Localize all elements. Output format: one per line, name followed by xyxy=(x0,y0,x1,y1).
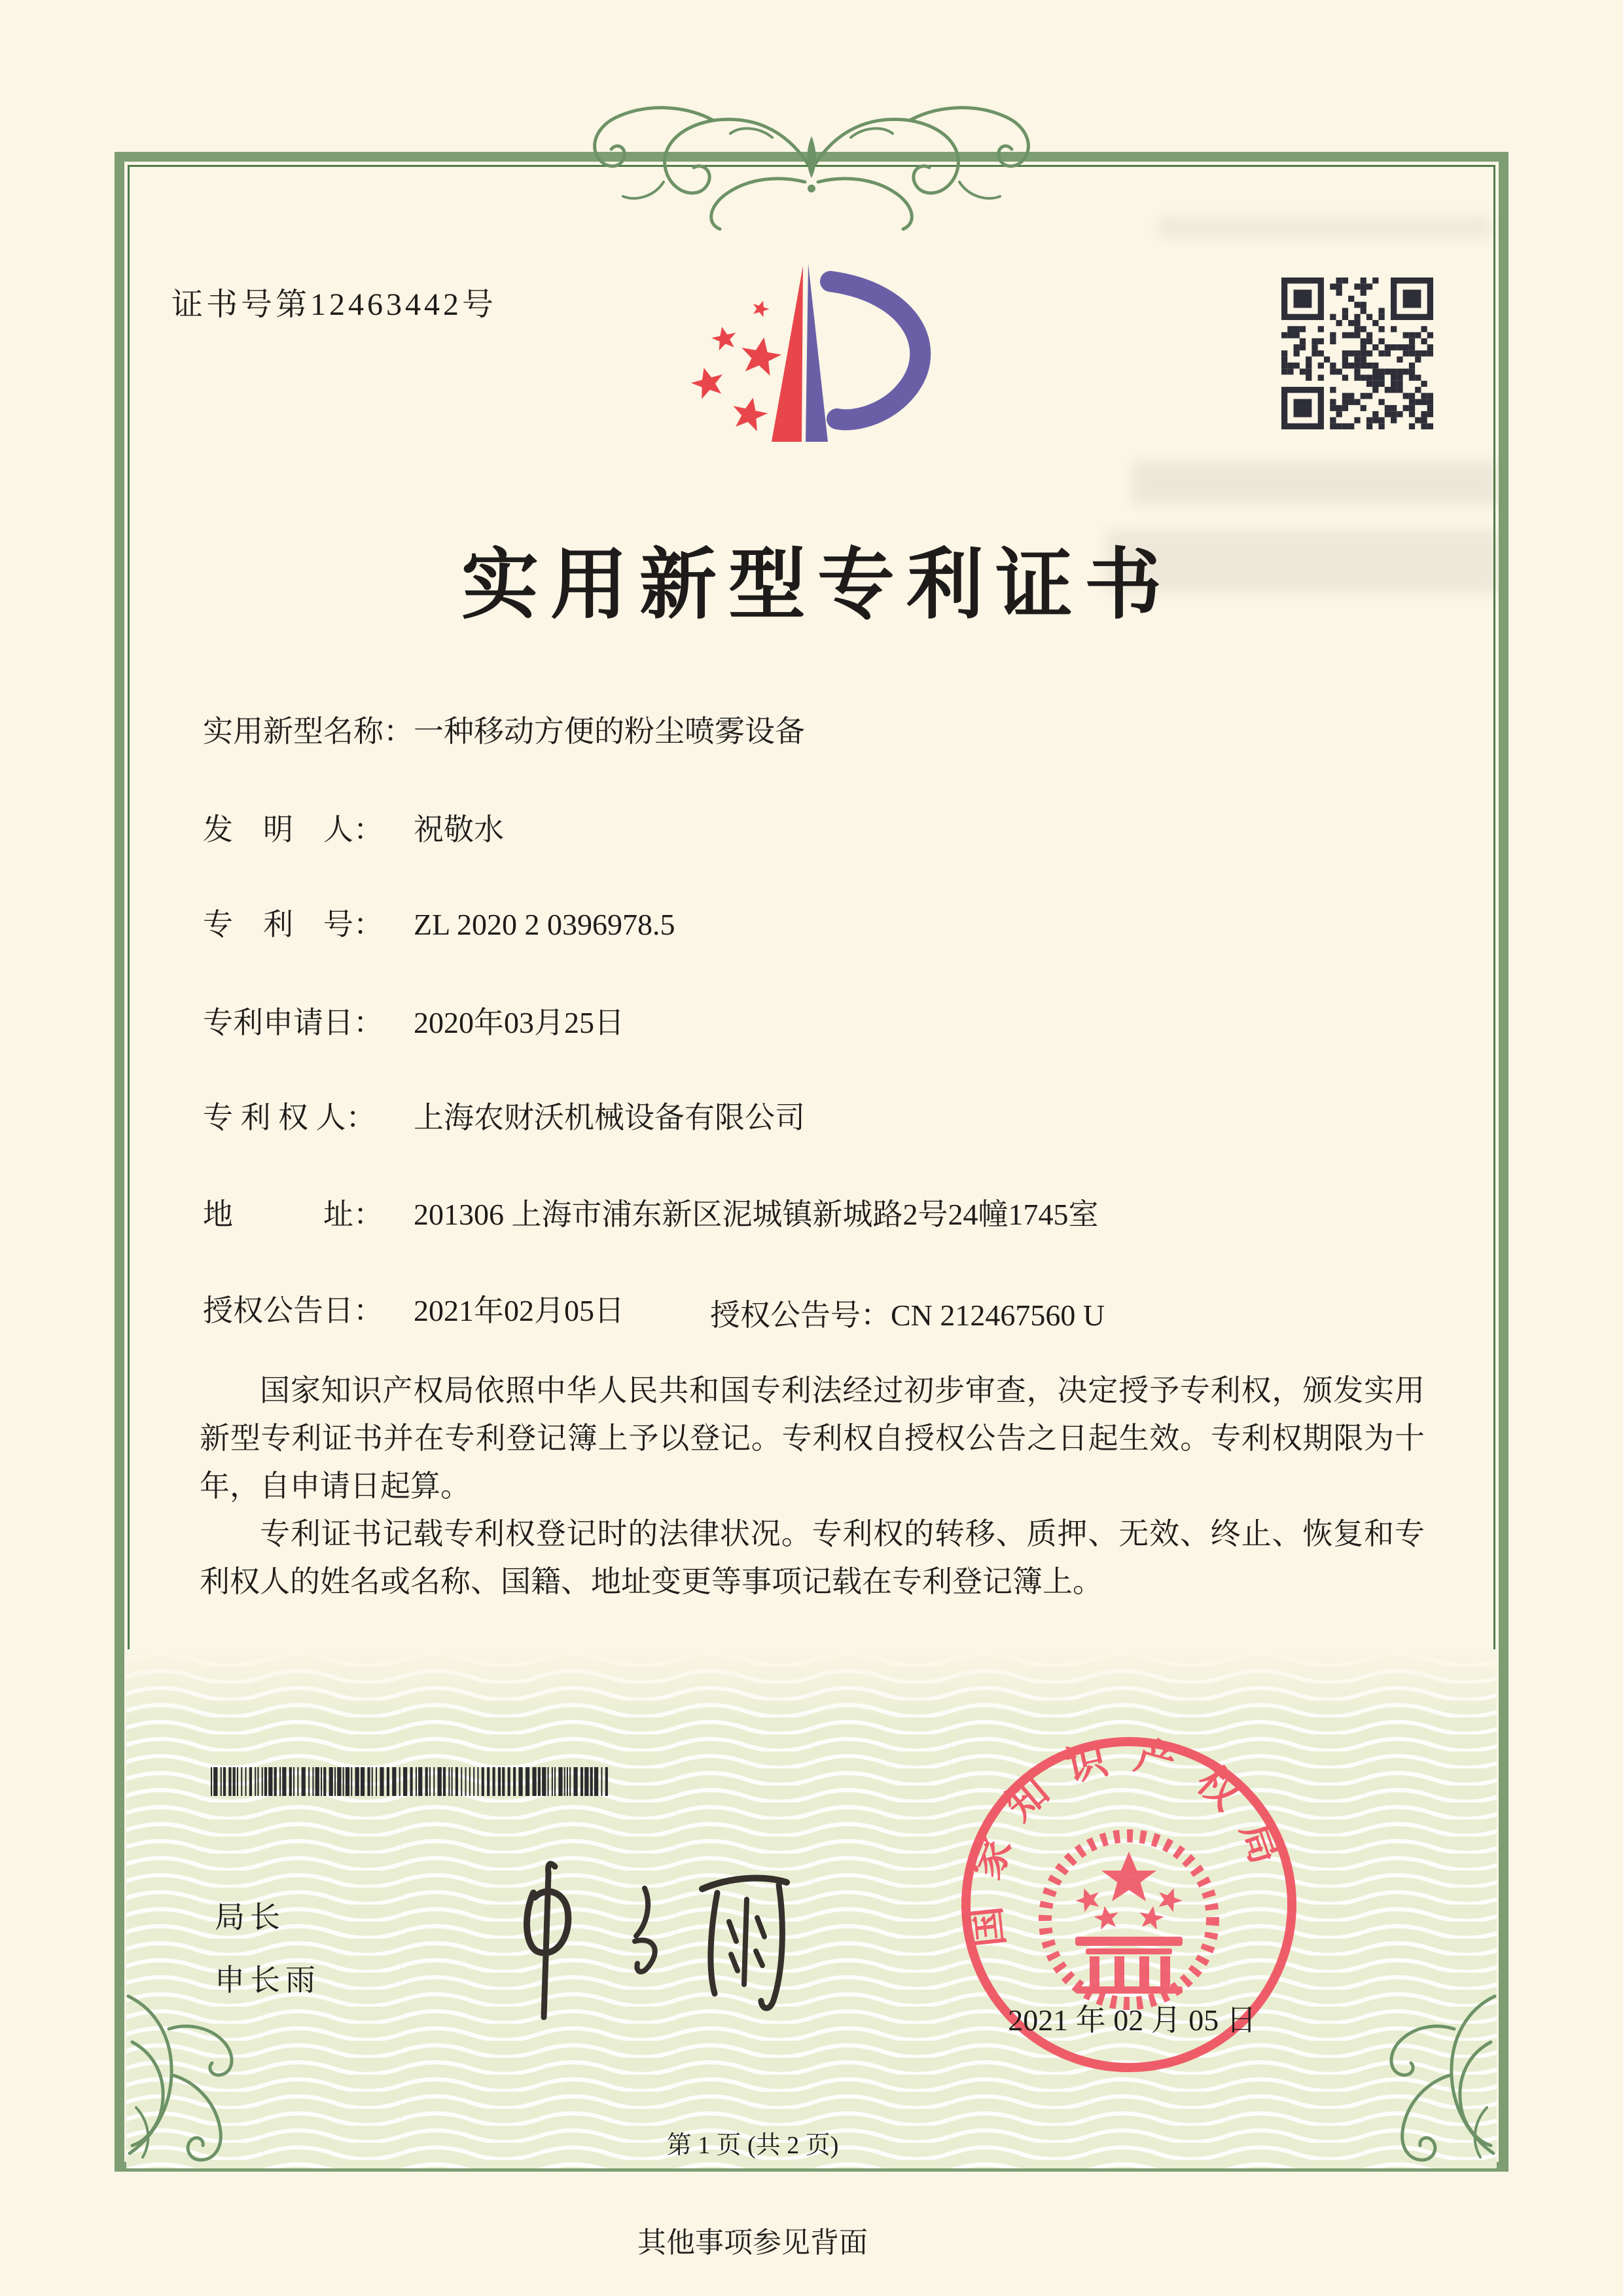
field-value: 2021年02月05日 xyxy=(414,1294,624,1327)
field-value: 一种移动方便的粉尘喷雾设备 xyxy=(414,715,805,748)
field-row-patentee xyxy=(203,1101,805,1136)
field-row-grant-no xyxy=(710,1291,1105,1335)
seal-text: 国家知识产权局 xyxy=(961,1732,1295,1950)
field-label: 专 利 号： xyxy=(203,908,383,941)
back-side-note: 其他事项参见背面 xyxy=(637,2227,868,2259)
qr-code xyxy=(1281,278,1433,429)
field-row-grant-date xyxy=(203,1294,624,1329)
field-label: 实用新型名称： xyxy=(203,715,414,748)
legal-paragraph-1: 国家知识产权局依照中华人民共和国专利法经过初步审查，决定授予专利权，颁发实用新型专利证书并在专利登记簿上予以登记。专利权自授权公告之日起生效。专利权期限为十年，自申请日起算。 xyxy=(200,1374,1425,1503)
field-value: 祝敬水 xyxy=(414,813,504,846)
top-border-ornament xyxy=(563,98,1060,236)
field-row-inventor xyxy=(203,813,504,848)
commissioner-signature xyxy=(471,1852,798,2036)
field-label: 发 明 人： xyxy=(203,813,383,846)
legal-text xyxy=(200,1367,1425,1605)
field-label: 专利申请日： xyxy=(203,1006,383,1039)
field-label: 授权公告号： xyxy=(710,1299,891,1332)
field-value: ZL 2020 2 0396978.5 xyxy=(414,908,675,941)
certificate-title: 实用新型专利证书 xyxy=(461,543,1173,628)
wave-fade xyxy=(126,1649,1497,1721)
field-value: 上海农财沃机械设备有限公司 xyxy=(414,1101,805,1134)
seal-date: 2021 年 02 月 05 日 xyxy=(1008,2003,1257,2037)
commissioner-title: 局长 xyxy=(215,1901,285,1934)
national-emblem-icon xyxy=(1045,1836,1213,2003)
field-label: 地 址： xyxy=(203,1198,383,1231)
legal-paragraph-2: 专利证书记载专利权登记时的法律状况。专利权的转移、质押、无效、终止、恢复和专利权人的姓名或名称、国籍、地址变更等事项记载在专利登记簿上。 xyxy=(200,1517,1425,1598)
field-row-name xyxy=(203,715,805,749)
field-row-address xyxy=(203,1198,1099,1232)
field-label: 专 利 权 人： xyxy=(203,1101,376,1134)
certificate-number: 证书号第12463442号 xyxy=(171,287,497,322)
cnipa-logo-icon xyxy=(645,254,952,450)
bottom-right-ornament xyxy=(1297,1970,1507,2179)
barcode xyxy=(211,1767,611,1796)
field-value: 201306 上海市浦东新区泥城镇新城路2号24幢1745室 xyxy=(414,1198,1099,1231)
field-row-filing-date xyxy=(203,1006,624,1041)
page-number: 第 1 页 (共 2 页) xyxy=(666,2132,839,2159)
field-value: CN 212467560 U xyxy=(891,1299,1105,1332)
field-row-patent-no xyxy=(203,908,675,942)
commissioner-name: 申长雨 xyxy=(215,1964,321,1997)
bottom-left-ornament xyxy=(116,1970,326,2179)
field-label: 授权公告日： xyxy=(203,1294,383,1327)
field-value: 2020年03月25日 xyxy=(414,1006,624,1039)
